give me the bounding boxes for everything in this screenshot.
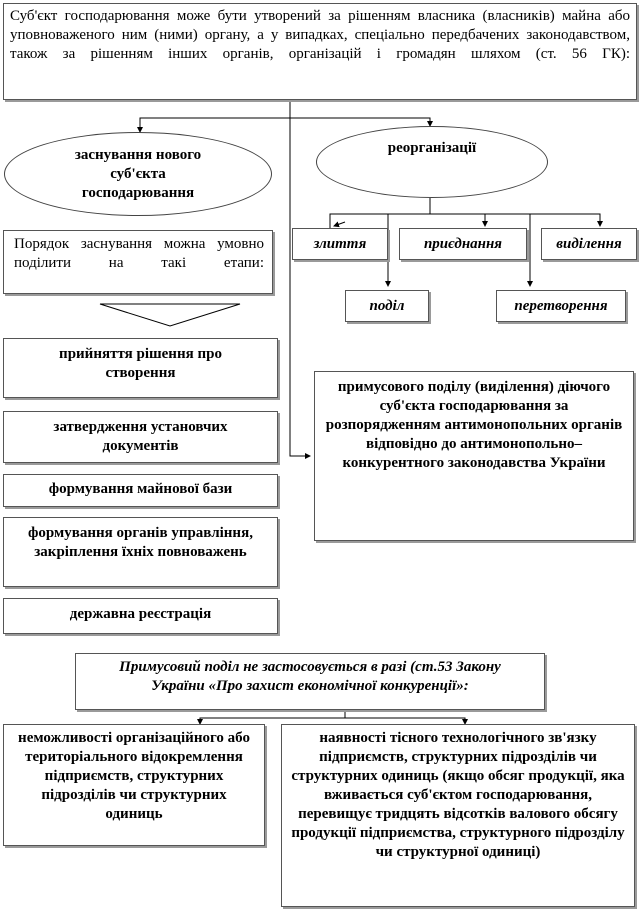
not-applied-box (75, 653, 545, 710)
forced-text: примусового поділу (виділення) діючого суб'єкта господарювання за розпорядженням антимонопольних органів відповідно до антимонопольно–конкурентного законодавства України (325, 379, 623, 471)
stage-item: формування майнової бази (3, 474, 278, 507)
case-right-text: наявності тісного технологічного зв'язку підприємств, структурних підрозділів чи структурних одиниць (якщо обсяг продукції, яка вживається суб'єктом господарювання, перевищує тридцять відсотків валового обсягу продукції підприємства, структурного підрозділу чи структурної одиниці) (291, 730, 625, 860)
stage-item: затвердження установчих документів (3, 411, 278, 463)
stage-item: формування органів управління, закріплення їхніх повноважень (3, 517, 278, 587)
stages-heading-box (3, 230, 273, 294)
case-left-text: неможливості організаційного або територіального відокремлення підприємств, структурних підрозділів чи структурних одиниць (18, 730, 250, 822)
reorg-type-split: злиття (292, 228, 388, 260)
reorg-type-transformation: перетворення (496, 290, 626, 322)
arrow-split-head (334, 222, 345, 226)
arrow-to-case-left (200, 710, 345, 724)
arrow-to-founding (140, 100, 290, 132)
intro-box (3, 3, 637, 100)
founding-ellipse (4, 132, 272, 216)
forced-division-box (314, 371, 634, 541)
reorg-type-separation: виділення (541, 228, 637, 260)
case-left-box (3, 724, 265, 846)
reorg-type-merge: приєднання (399, 228, 527, 260)
not-applied-text: Примусовий поділ не застосовується в разі (ст.53 Закону України «Про захист економічної конкуренції»: (119, 659, 501, 694)
funnel-arrow (100, 304, 240, 326)
arrow-to-split (330, 198, 430, 228)
arrow-to-forced (290, 118, 310, 456)
stage-item: прийняття рішення про створення (3, 338, 278, 398)
reorg-label: реорганізації (387, 139, 477, 156)
case-right-box (281, 724, 635, 907)
reorg-ellipse (316, 126, 548, 198)
reorg-type-division: поділ (345, 290, 429, 322)
founding-label: заснування нового суб'єкта господарювання (74, 146, 202, 201)
arrow-to-reorg (290, 118, 430, 126)
reorg-branch-line (430, 214, 600, 226)
intro-text: Суб'єкт господарювання може бути утворений за рішенням власника (власників) майна або уповноваженого ним (ними) органу, а у випадках, спеціально передбачених законодавством, також за рішенням інших органів, організацій і громадян шляхом (ст. 56 ГК): (10, 8, 630, 62)
stage-item: державна реєстрація (3, 598, 278, 634)
stages-heading: Порядок заснування можна умовно поділити на такі етапи: (14, 236, 264, 271)
